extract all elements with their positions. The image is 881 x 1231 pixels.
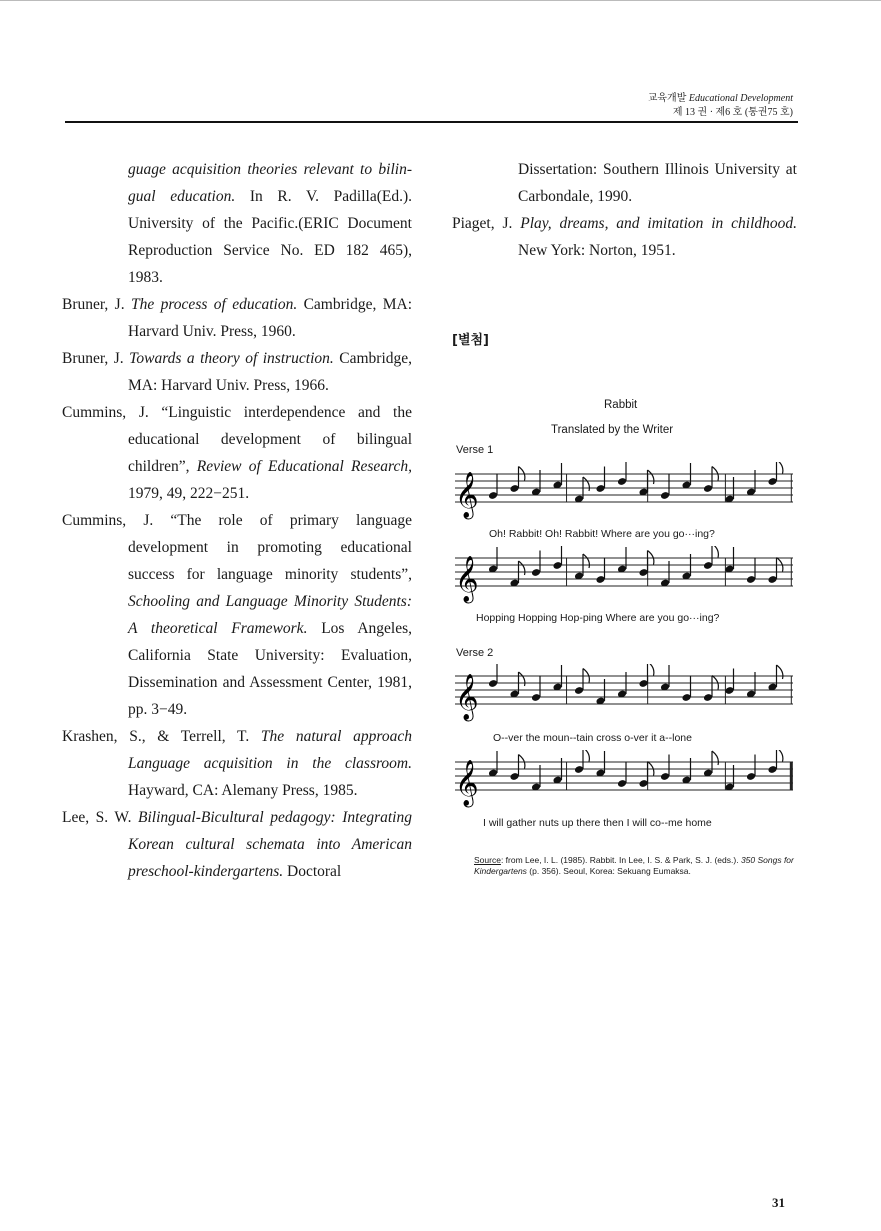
running-header — [648, 92, 793, 120]
reference-text: Bruner, J. — [62, 350, 130, 367]
song-source — [474, 855, 804, 877]
journal-name-ko: 교육개발 — [647, 93, 687, 104]
reference-entry — [62, 723, 412, 804]
reference-title: The natural approach Language acquisition in the classroom. — [128, 728, 413, 772]
note-flag — [777, 462, 783, 474]
source-label: Source — [474, 855, 501, 865]
note-flag — [777, 750, 783, 762]
page-number: 31 — [772, 1195, 785, 1210]
note-flag — [648, 664, 654, 676]
reference-text: New York: Norton, 1951. — [518, 242, 676, 259]
reference-text: 1979, 49, 222−251. — [128, 485, 250, 502]
source-tail: (p. 356). Seoul, Korea: Sekuang Eumaksa. — [526, 866, 691, 876]
references-left-column — [62, 156, 412, 885]
reference-text: Cambridge, MA: Harvard Univ. Press, 1960. — [128, 296, 412, 340]
reference-title: Review of Educational Research, — [196, 458, 412, 475]
song-subtitle: Translated by the Writer — [551, 424, 674, 436]
note-flag — [519, 672, 525, 686]
issue-info: 제 13 권 · 제6 호 (통권75 호) — [672, 107, 793, 118]
reference-title: Bilingual-Bicultural pedagogy: Integrating Korean cultural schemata into American preschool-kindergartens. — [128, 809, 412, 880]
reference-text: Hayward, CA: Alemany Press, 1985. — [128, 782, 358, 799]
reference-entry — [62, 399, 412, 507]
references-right-column — [452, 156, 797, 264]
reference-title: Towards a theory of instruction. — [129, 350, 334, 367]
reference-entry — [452, 156, 797, 210]
staff-line-4 — [453, 750, 799, 814]
reference-entry — [62, 345, 412, 399]
song-title: Rabbit — [604, 399, 638, 411]
reference-text: Piaget, J. — [452, 215, 521, 232]
reference-text: Krashen, S., & Terrell, T. — [62, 728, 261, 745]
reference-title: The process of education. — [130, 296, 298, 313]
note-flag — [712, 546, 718, 558]
verse2-label: Verse 2 — [456, 647, 494, 659]
source-book: 350 Songs for Kindergartens — [474, 855, 794, 876]
reference-entry — [452, 210, 797, 264]
reference-text: Dissertation: Southern Illinois University at Carbondale, 1990. — [518, 161, 797, 205]
top-edge-rule — [0, 0, 881, 1]
reference-title: guage acquisition theories relevant to bilin-gual education. — [128, 161, 412, 205]
lyric-line-4: I will gather nuts up there then I will co--me home — [483, 817, 712, 829]
source-text: : from Lee, I. L. (1985). Rabbit. In Lee, I. S. & Park, S. J. (eds.). — [500, 855, 741, 865]
staff-line-1 — [453, 462, 799, 526]
staff-line-2 — [453, 546, 799, 610]
reference-entry — [62, 291, 412, 345]
note-flag — [777, 665, 783, 679]
reference-title: Play, dreams, and imitation in childhood. — [520, 215, 797, 232]
note-flag — [583, 554, 589, 568]
treble-clef-icon: 𝄞 — [455, 760, 479, 806]
reference-entry — [62, 507, 412, 723]
appendix-label: [별첨] — [452, 333, 489, 348]
lyric-line-3: O--ver the moun--tain cross o-ver it a--lone — [493, 732, 692, 744]
note-flag — [712, 751, 718, 765]
journal-name-en: Educational Development — [688, 93, 793, 104]
reference-title: Schooling and Language Minority Students: A theoretical Framework. — [128, 593, 412, 637]
reference-text: Cummins, J. “Linguistic interdependence and the educational development of bilingual children”, — [62, 404, 412, 475]
treble-clef-icon: 𝄞 — [455, 556, 479, 602]
verse1-label: Verse 1 — [456, 444, 494, 456]
lyric-line-1: Oh! Rabbit! Oh! Rabbit! Where are you go···ing? — [489, 528, 715, 540]
journal-name — [648, 92, 793, 106]
header-rule — [65, 121, 798, 123]
note-flag — [583, 750, 589, 762]
treble-clef-icon: 𝄞 — [455, 674, 479, 720]
reference-text: In R. V. Padilla(Ed.). University of the Pacific.(ERIC Document Reproduction Service No. ED 182 465), 1983. — [128, 188, 412, 286]
staff-line-3 — [453, 664, 799, 728]
reference-text: Cummins, J. “The role of primary language development in promoting educational success for language minority students”, — [62, 512, 412, 583]
reference-text: Lee, S. W. — [62, 809, 139, 826]
reference-text: Los Angeles, California State University: Evaluation, Dissemination and Assessment Center, 1981, pp. 3−49. — [128, 620, 412, 718]
note-flag — [648, 470, 654, 484]
reference-text: Doctoral — [283, 863, 342, 880]
note-flag — [583, 477, 589, 491]
note-flag — [519, 561, 525, 575]
lyric-line-2: Hopping Hopping Hop-ping Where are you go···ing? — [476, 612, 720, 624]
reference-entry — [62, 156, 412, 291]
reference-text: Cambridge, MA: Harvard Univ. Press, 1966. — [128, 350, 413, 394]
reference-text: Bruner, J. — [62, 296, 131, 313]
reference-entry — [62, 804, 412, 885]
treble-clef-icon: 𝄞 — [455, 472, 479, 518]
